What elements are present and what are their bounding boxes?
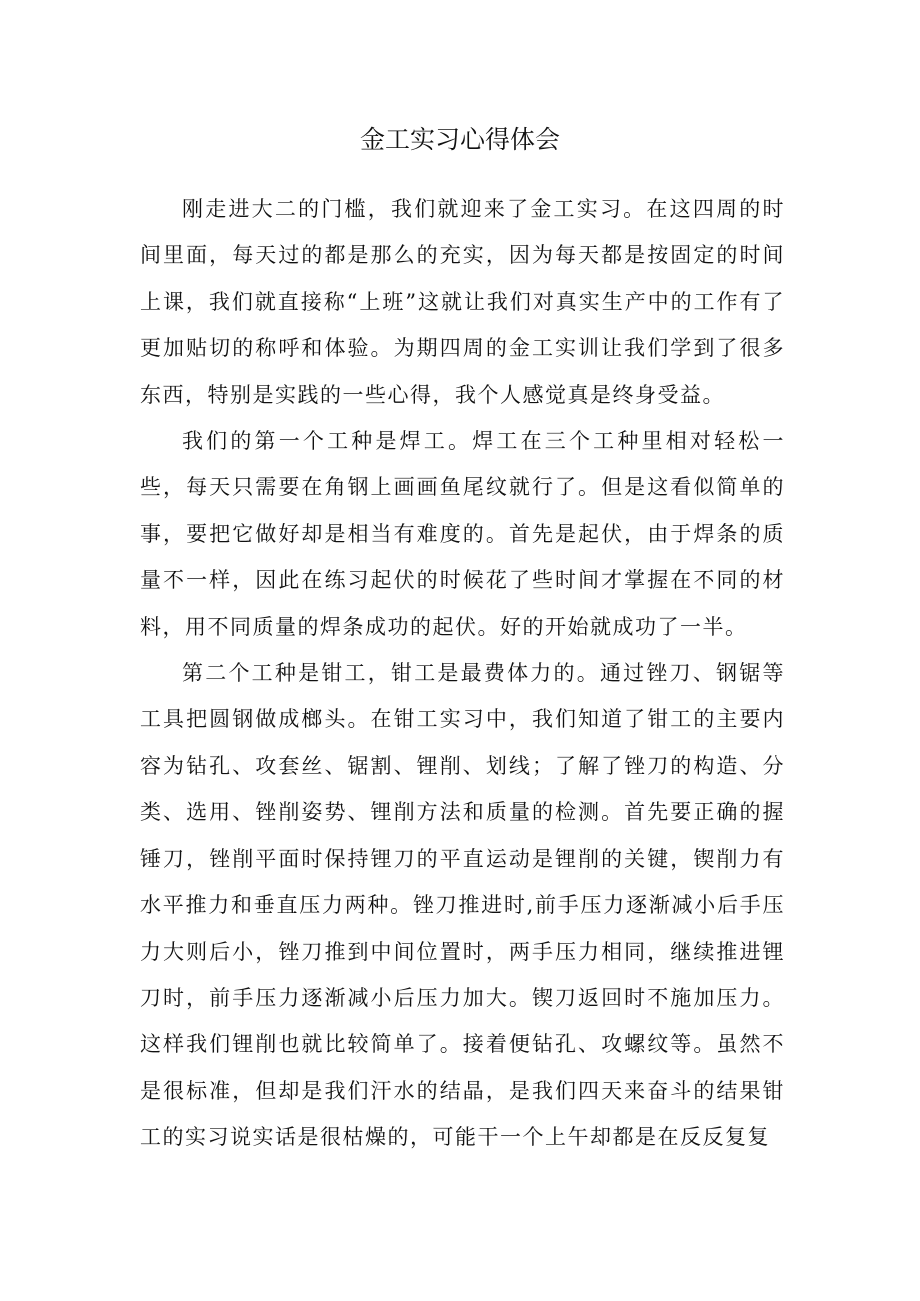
paragraph-welding: 我们的第一个工种是焊工。焊工在三个工种里相对轻松一些，每天只需要在角钢上画画鱼尾纹就行了。但是这看似简单的事，要把它做好却是相当有难度的。首先是起伏，由于焊条的质量不一样，因此在练习起伏的时候花了些时间才掌握在不同的材料，用不同质量的焊条成功的起伏。好的开始就成功了一半。 bbox=[140, 429, 785, 639]
paragraph-fitter: 第二个工种是钳工，钳工是最费体力的。通过锉刀、钢锯等工具把圆钢做成榔头。在钳工实习中，我们知道了钳工的主要内容为钻孔、攻套丝、锯割、锂削、划线；了解了锉刀的构造、分类、选用、锉削姿势、锂削方法和质量的检测。首先要正确的握锤刀，锉削平面时保持锂刀的平直运动是锂削的关键，锲削力有水平推力和垂直压力两种。锉刀推进时,前手压力逐渐减小后手压力大则后小，锉刀推到中间位置时，两手压力相同，继续推进锂刀时，前手压力逐渐减小后压力加大。锲刀返回时不施加压力。这样我们锂削也就比较简单了。接着便钻孔、攻螺纹等。虽然不是很标准，但却是我们汗水的结晶，是我们四天来奋斗的结果钳工的实习说实话是很枯燥的，可能干一个上午却都是在反反复复 bbox=[140, 661, 785, 1150]
document-body bbox=[140, 186, 785, 1161]
document-title: 金工实习心得体会 bbox=[359, 125, 560, 154]
paragraph-intro: 刚走进大二的门槛，我们就迎来了金工实习。在这四周的时间里面，每天过的都是那么的充实，因为每天都是按固定的时间上课，我们就直接称“上班”这就让我们对真实生产中的工作有了更加贴切的称呼和体验。为期四周的金工实训让我们学到了很多东西，特别是实践的一些心得，我个人感觉真是终身受益。 bbox=[140, 197, 785, 407]
